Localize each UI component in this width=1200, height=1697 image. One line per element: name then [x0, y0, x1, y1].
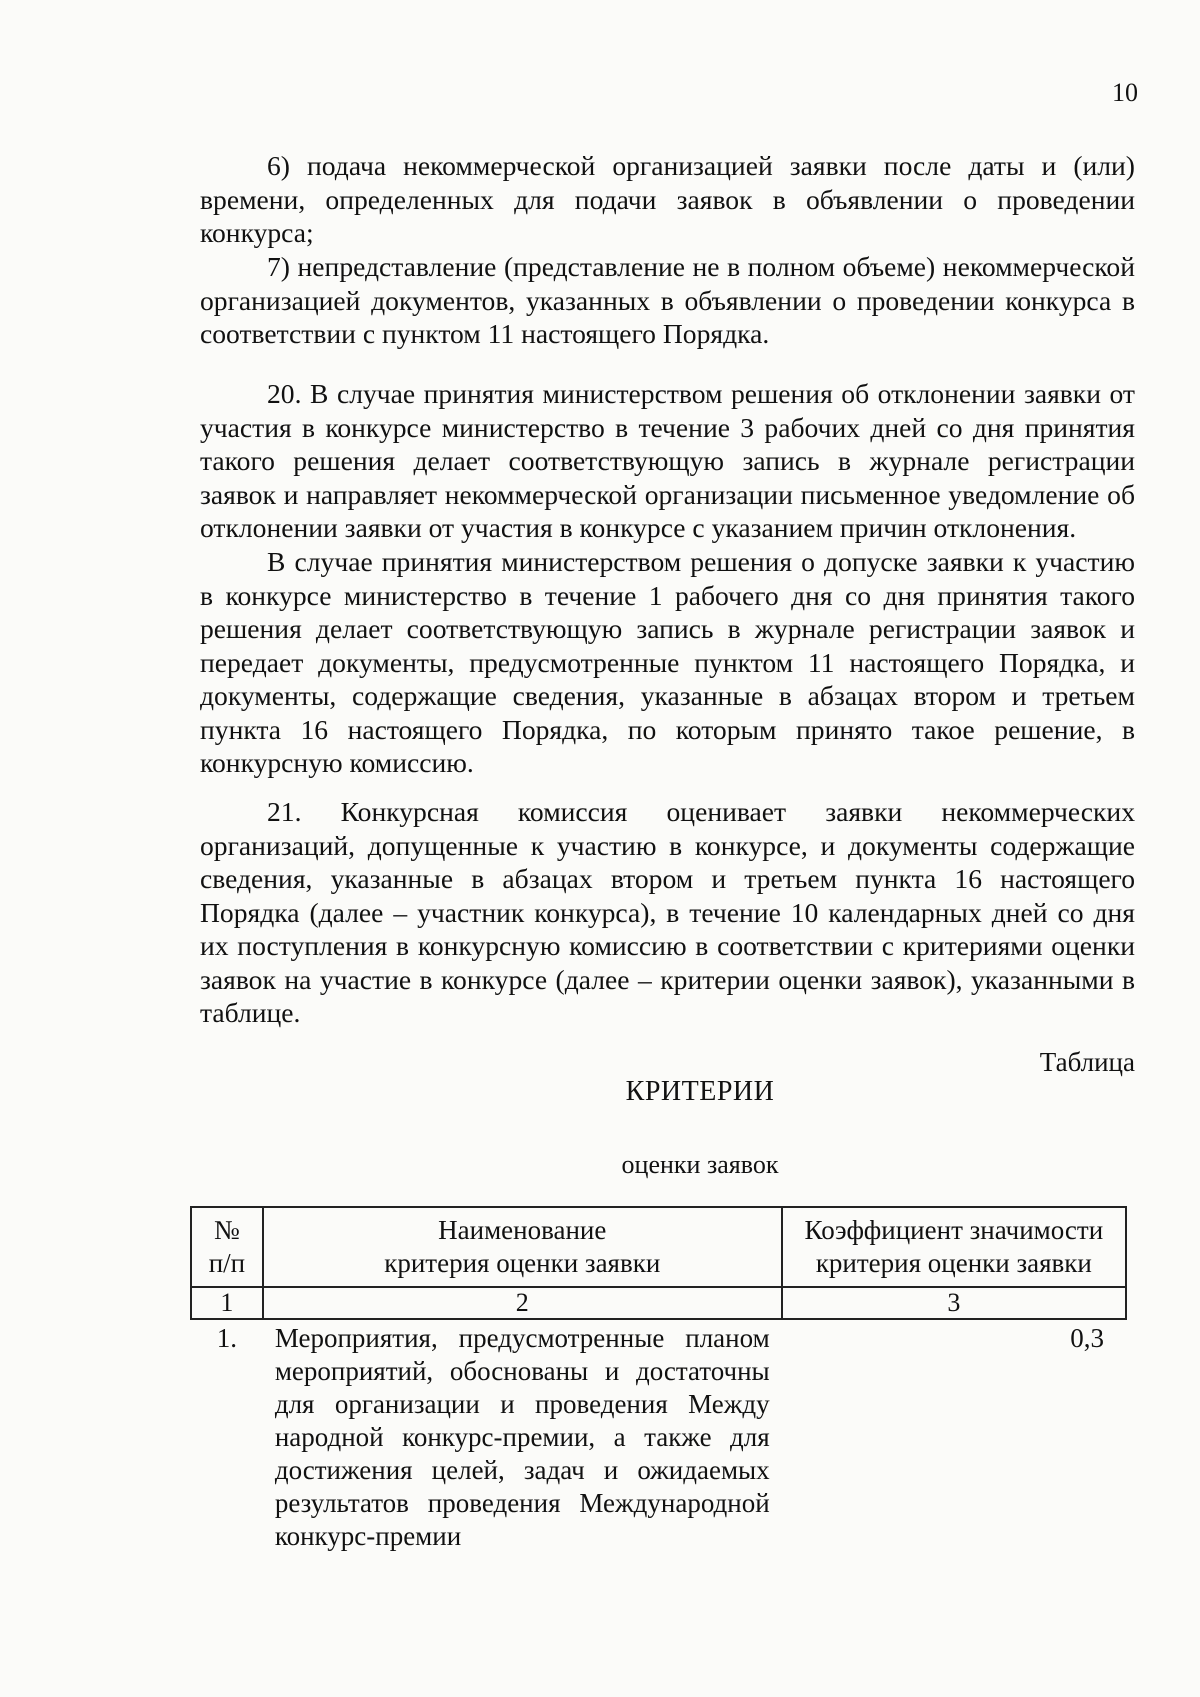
table-subtitle: оценки заявок: [621, 1150, 779, 1179]
header-number-line2: п/п: [208, 1248, 246, 1278]
paragraph-clause-20: 20. В случае принятия министерством решения об отклонении заявки от участия в конкурсе министерство в течение 3 рабочих дней со дня принятия такого решения делает соответствующую запись в журнале регистрации заявок и направляет некоммерческой организации письменное уведомление об отклонении заявки от участия в конкурсе с указанием причин отклонения.: [200, 378, 1135, 543]
paragraph-clause-21: 21. Конкурсная комиссия оценивает заявки некоммерческих организаций, допущенные к участию в конкурсе, и документы содержащие сведения, указанные в абзацах втором и третьем пункта 16 настоящего Порядка (далее – участник конкурса), в течение 10 календарных дней со дня их поступления в конкурсную комиссию в соответствии с критериями оценки заявок на участие в конкурсе (далее – критерии оценки заявок), указанными в таблице.: [200, 796, 1135, 1028]
row-coefficient: 0,3: [1070, 1323, 1104, 1353]
table-title: КРИТЕРИИ: [625, 1076, 775, 1107]
header-criterion-name: [263, 1207, 782, 1287]
header-number-line1: №: [214, 1215, 240, 1245]
page-number: 10: [1112, 78, 1138, 107]
paragraph-item-6: 6) подача некоммерческой организацией заявки после даты и (или) времени, определенных для подачи заявок в объявлении о проведении конкурса;: [200, 150, 1135, 248]
table-row: [191, 1319, 1126, 1553]
row-number: 1.: [216, 1323, 238, 1353]
header-coefficient-line2: критерия оценки заявки: [815, 1248, 1092, 1278]
table-header-row: [191, 1207, 1126, 1287]
header-number: [191, 1207, 263, 1287]
header-coefficient: [782, 1207, 1126, 1287]
table-column-number-row: [191, 1287, 1126, 1319]
paragraph-clause-20-continued: В случае принятия министерством решения о допуске заявки к участию в конкурсе министерство в течение 1 рабочего дня со дня принятия такого решения делает соответствующую запись в журнале регистрации заявок и передает документы, предусмотренные пунктом 11 настоящего Порядка, и документы, содержащие сведения, указанные в абзацах втором и третьем пункта 16 настоящего Порядка, по которым принято такое решение, в конкурсную комиссию.: [200, 546, 1135, 778]
header-criterion-name-line1: Наименование: [438, 1215, 607, 1245]
column-number-1: 1: [191, 1287, 263, 1319]
header-criterion-name-line2: критерия оценки заявки: [384, 1248, 661, 1278]
column-number-3: 3: [782, 1287, 1126, 1319]
paragraph-item-7: 7) непредставление (представление не в полном объеме) некоммерческой организацией документов, указанных в объявлении о проведении конкурса в соответствии с пунктом 11 настоящего Порядка.: [200, 251, 1135, 349]
row-criterion-name: Мероприятия, предусмотренные планом мероприятий, обоснованы и достаточны для организации и проведения Между народной конкурс-премии, а также для достижения целей, задач и ожидаемых результатов проведения Международной конкурс-премии: [274, 1323, 770, 1551]
criteria-table: [190, 1206, 1127, 1553]
table-caption: Таблица: [1039, 1047, 1135, 1077]
header-coefficient-line1: Коэффициент значимости: [804, 1215, 1104, 1245]
column-number-2: 2: [263, 1287, 782, 1319]
